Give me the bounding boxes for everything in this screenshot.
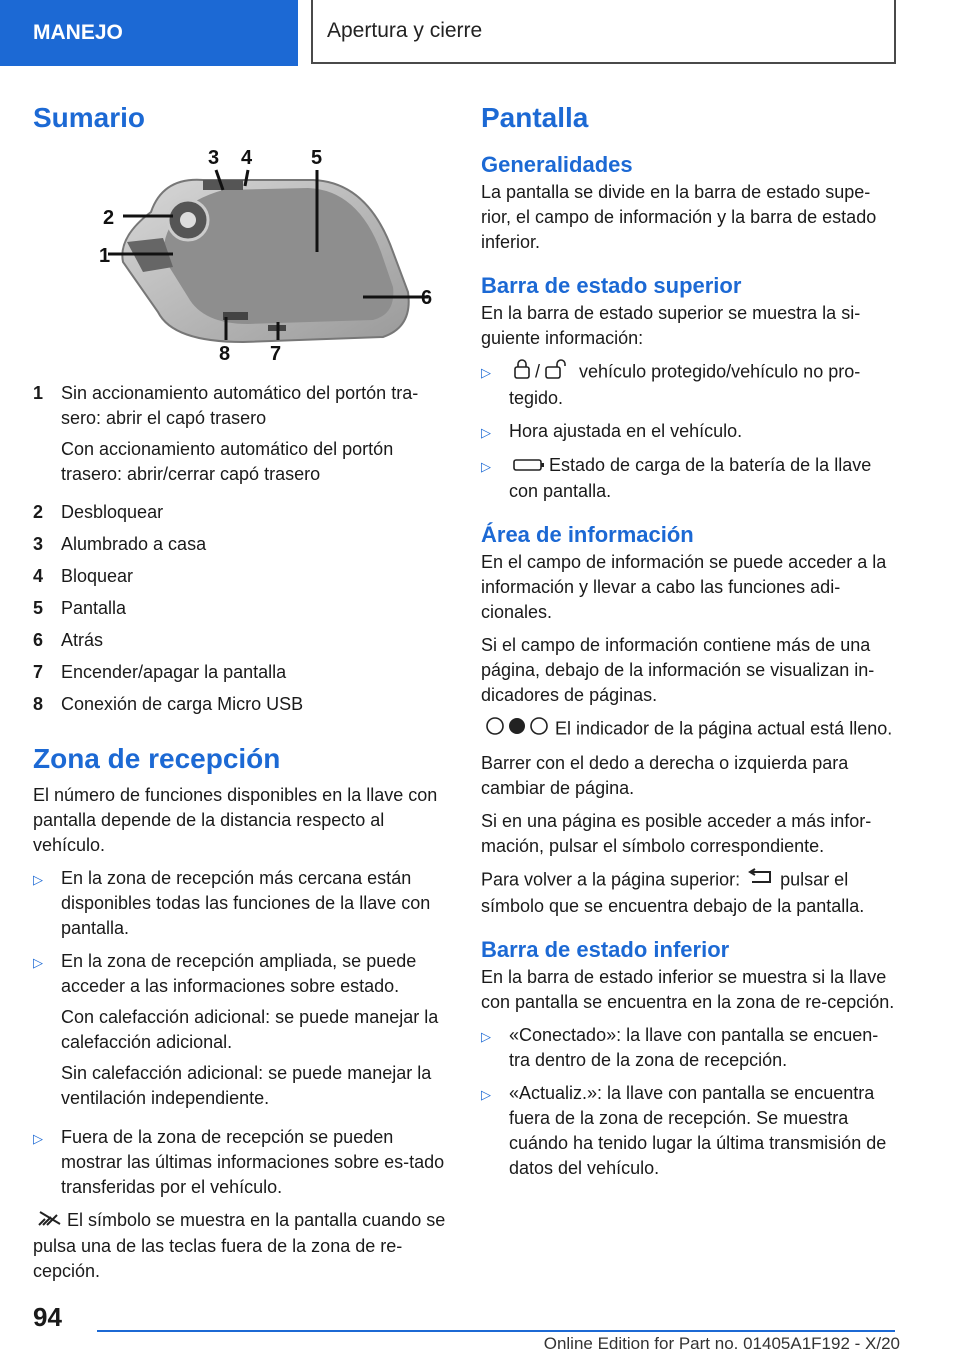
item-text: Conexión de carga Micro USB [61, 694, 304, 714]
list-item [481, 1081, 899, 1181]
info-paragraph: Si en una página es posible acceder a más infor‐mación, pulsar el símbolo correspondiente. [481, 810, 872, 856]
list-item [33, 949, 451, 1117]
item-number: 4 [33, 566, 44, 586]
callout-6: 6 [421, 287, 433, 309]
display-key-figure [63, 142, 433, 367]
callout-5: 5 [311, 147, 323, 169]
item-number: 6 [33, 630, 44, 650]
triangle-bullet-icon: ▷ [33, 872, 43, 887]
item-number: 2 [33, 502, 44, 522]
callout-1: 1 [99, 245, 111, 267]
left-column [33, 100, 451, 1292]
item-text: Alumbrado a casa [61, 534, 207, 554]
callout-2: 2 [103, 207, 115, 229]
list-item [481, 359, 899, 411]
list-item [481, 419, 899, 445]
general-heading: Generalidades [481, 152, 633, 177]
bullet-text: Fuera de la zona de recepción se pueden mostrar las últimas informaciones sobre es‐tado transferidas por el vehículo. [61, 1127, 445, 1197]
item-text: Sin accionamiento automático del portón tra‐sero: abrir el capó trasero [61, 383, 419, 428]
item-text: Pantalla [61, 598, 127, 618]
note-text: pulsar el símbolo que se encuentra debajo de la pantalla. [481, 869, 865, 916]
triangle-bullet-icon: ▷ [481, 1086, 491, 1102]
edition-text: Online Edition for Part no. 01405A1F192 - X/20 [543, 1334, 900, 1353]
section-tab [0, 0, 298, 66]
list-item [481, 1023, 899, 1073]
lock-closed-icon [513, 359, 531, 386]
page-number: 94 [33, 1302, 62, 1332]
out-of-range-note [33, 1208, 451, 1284]
list-item [33, 628, 451, 653]
page-indicator-icon [485, 716, 551, 743]
display-heading: Pantalla [481, 102, 589, 133]
bullet-text-extra: Con calefacción adicional: se puede manejar la calefacción adicional. [61, 1007, 439, 1052]
chapter-tab [311, 0, 896, 64]
triangle-bullet-icon: ▷ [481, 365, 491, 380]
item-number: 8 [33, 694, 44, 714]
upper-bar-bullets [481, 359, 899, 504]
display-key-illustration [63, 142, 433, 367]
bullet-text-extra: Sin calefacción adicional: se puede manejar la ventilación independiente. [61, 1063, 432, 1108]
triangle-bullet-icon: ▷ [33, 1131, 43, 1146]
list-item [33, 596, 451, 621]
list-item [33, 866, 451, 941]
back-note [481, 867, 899, 919]
item-number: 7 [33, 662, 44, 682]
item-text-extra: Con accionamiento automático del portón trasero: abrir/cerrar capó trasero [61, 439, 394, 484]
note-text: Para volver a la página superior: [481, 869, 741, 889]
reception-zone-heading: Zona de recepción [33, 743, 281, 774]
lower-bar-bullets [481, 1023, 899, 1181]
list-item [33, 660, 451, 685]
bullet-text: Hora ajustada en el vehículo. [509, 421, 743, 441]
info-paragraph: En el campo de información se puede acceder a la información y llevar a cabo las funciones adi‐cionales. [481, 551, 887, 622]
footer-divider [97, 1330, 895, 1332]
callout-3: 3 [208, 147, 220, 169]
reception-zone-bullets [33, 866, 451, 1200]
item-text: Bloquear [61, 566, 134, 586]
bullet-text: «Conectado»: la llave con pantalla se encuen‐tra dentro de la zona de recepción. [509, 1024, 879, 1070]
triangle-bullet-icon: ▷ [33, 955, 43, 970]
triangle-bullet-icon: ▷ [481, 425, 491, 440]
info-area-heading: Área de información [481, 521, 694, 547]
info-paragraph: Barrer con el dedo a derecha o izquierda para cambiar de página. [481, 752, 849, 798]
page-indicator-note [481, 716, 899, 743]
item-number: 1 [33, 383, 44, 403]
bullet-text: En la zona de recepción más cercana están disponibles todas las funciones de la llave con pantalla. [61, 868, 431, 938]
list-item [33, 500, 451, 525]
item-number: 3 [33, 534, 44, 554]
callout-7: 7 [270, 343, 282, 365]
callout-8: 8 [219, 343, 231, 365]
info-paragraph: Si el campo de información contiene más de una página, debajo de la información se visualizan in‐dicadores de páginas. [481, 634, 875, 705]
lower-bar-heading: Barra de estado inferior [481, 936, 730, 962]
note-text: El indicador de la página actual está lleno. [555, 718, 893, 738]
lower-bar-intro: En la barra de estado inferior se muestra si la llave con pantalla se encuentra en la zona de re‐cepción. [481, 966, 895, 1012]
list-item [33, 532, 451, 557]
list-item [33, 381, 451, 493]
general-text: La pantalla se divide en la barra de estado supe‐rior, el campo de información y la barra de estado inferior. [481, 182, 877, 252]
bullet-text: «Actualiz.»: la llave con pantalla se encuentra fuera de la zona de recepción. Se muestra cuándo ha tenido lugar la última transmisión de datos del vehículo. [509, 1082, 887, 1178]
slash-separator: / [535, 361, 541, 382]
callout-4: 4 [241, 147, 253, 169]
bullet-text: En la zona de recepción ampliada, se puede acceder a las informaciones sobre estado. [61, 951, 417, 996]
triangle-bullet-icon: ▷ [481, 1028, 491, 1044]
summary-heading: Sumario [33, 102, 146, 133]
item-number: 5 [33, 598, 44, 618]
list-item [33, 564, 451, 589]
item-text: Encender/apagar la pantalla [61, 662, 287, 682]
section-label: MANEJO [33, 21, 123, 44]
reception-zone-intro: El número de funciones disponibles en la llave con pantalla depende de la distancia respecto al vehículo. [33, 785, 438, 855]
item-text: Desbloquear [61, 502, 164, 522]
list-item [33, 1125, 451, 1200]
list-item [481, 453, 899, 504]
key-parts-list [33, 381, 451, 717]
lock-open-icon [544, 359, 570, 386]
note-text: El símbolo se muestra en la pantalla cuando se pulsa una de las teclas fuera de la zona de re‐cepción. [33, 1210, 446, 1281]
chapter-label: Apertura y cierre [327, 19, 483, 42]
battery-icon [513, 454, 545, 479]
triangle-bullet-icon: ▷ [481, 459, 491, 474]
bullet-text: vehículo protegido/vehículo no pro‐tegido. [509, 361, 861, 408]
back-arrow-icon [744, 867, 776, 894]
upper-bar-heading: Barra de estado superior [481, 273, 742, 298]
no-signal-icon [37, 1209, 63, 1234]
upper-bar-intro: En la barra de estado superior se muestra la si‐guiente información: [481, 303, 861, 348]
right-column [481, 100, 899, 1189]
item-text: Atrás [61, 630, 104, 650]
list-item [33, 692, 451, 717]
bullet-text: Estado de carga de la batería de la llave con pantalla. [509, 455, 872, 501]
